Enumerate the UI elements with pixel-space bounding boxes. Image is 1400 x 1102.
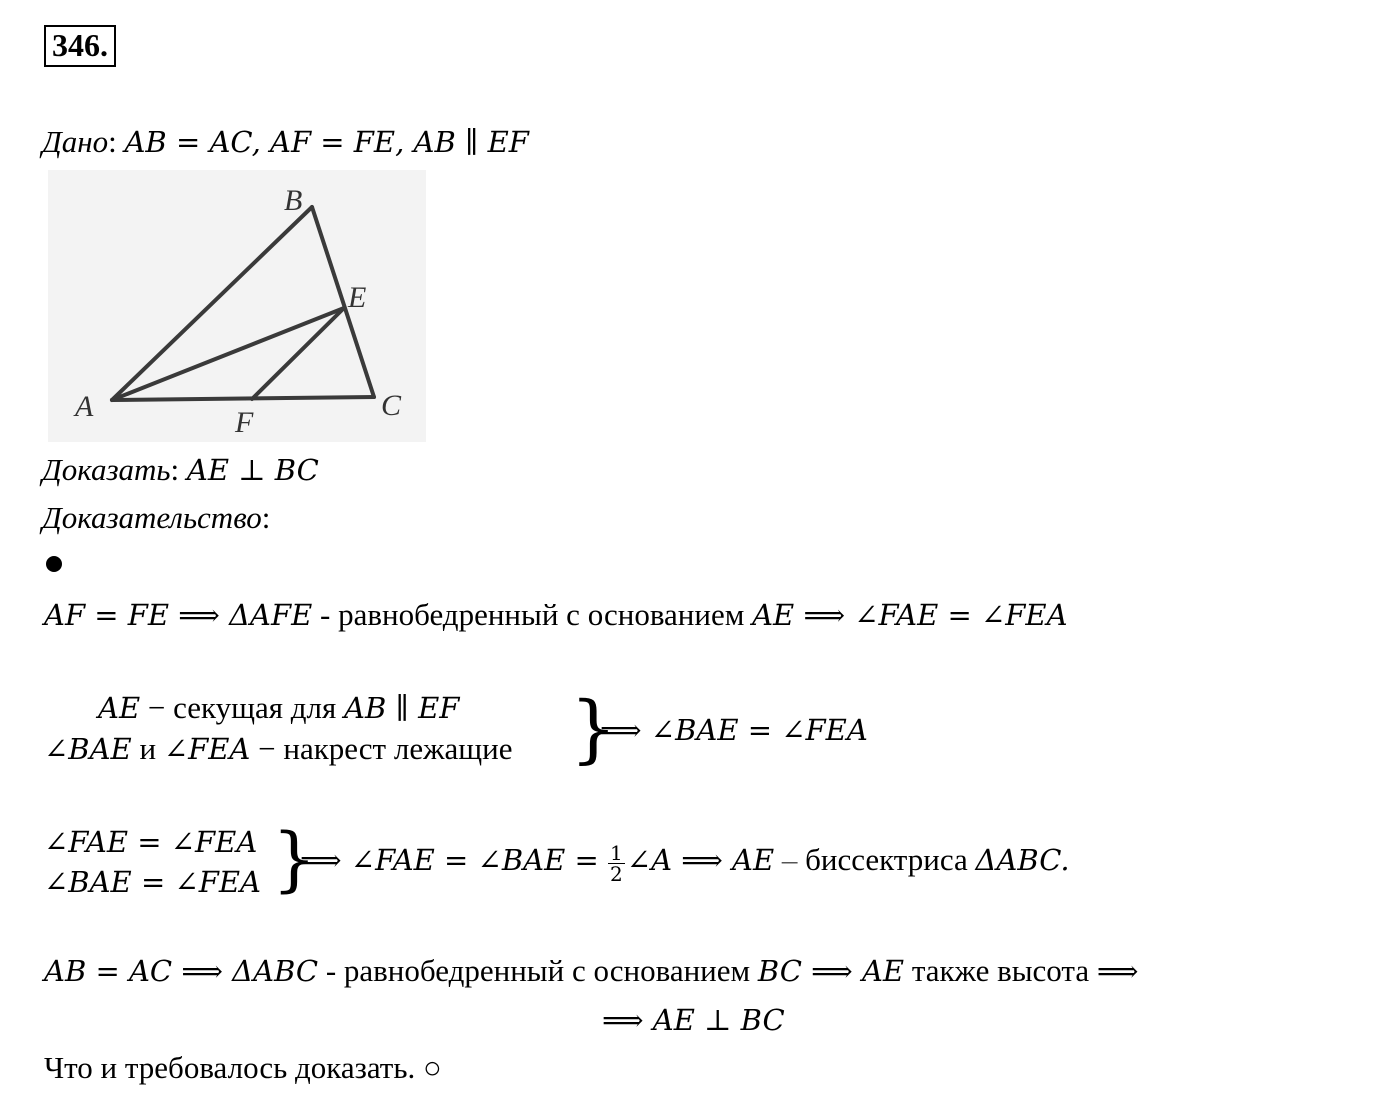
step4-text-b: также высота — [904, 953, 1097, 988]
step4-math-a: AB = AC ⟹ ΔABC — [44, 954, 319, 988]
prove-line — [42, 452, 319, 488]
step2-row2-text-b: − накрест лежащие — [250, 731, 513, 766]
step2-row1-math-b: AB ∥ EF — [344, 691, 460, 725]
step2-row1-math-a: AE — [98, 691, 141, 725]
label-e: E — [348, 281, 367, 314]
segment-fe — [252, 308, 344, 399]
step4-math-c: ⟹ — [1096, 954, 1139, 988]
step2-result: ⟹ ∠BAE = ∠FEA — [600, 713, 868, 747]
step3-result-math-a: ⟹ ∠FAE = ∠BAE = — [300, 843, 599, 877]
given-line — [42, 124, 529, 160]
step1-math-a: AF = FE ⟹ ΔAFE — [44, 598, 313, 632]
step2-row1-text: − секущая для — [140, 690, 345, 725]
step4-math-b: BC ⟹ AE — [757, 954, 905, 988]
step2-row2-text-a: и — [131, 731, 164, 766]
conclusion-text: Что и требовалось доказать. ○ — [44, 1050, 442, 1085]
bullet-point — [46, 556, 62, 572]
given-label: Дано — [42, 124, 109, 159]
problem-number: 346. — [44, 25, 116, 67]
prove-colon: : — [170, 452, 180, 487]
given-statement: AB = AC, AF = FE, AB ∥ EF — [124, 125, 529, 159]
step1-line — [44, 597, 1068, 634]
fraction-numerator: 1 — [610, 840, 623, 865]
step4-text-a: - равнобедренный с основанием — [318, 953, 758, 988]
given-colon: : — [108, 124, 117, 159]
step2-row1 — [98, 690, 459, 727]
step3-result-math-b: ∠A ⟹ AE — [626, 843, 775, 877]
step3-row2: ∠BAE = ∠FEA — [44, 865, 261, 899]
side-ac — [112, 397, 374, 400]
prove-statement: AE ⊥ BC — [186, 453, 319, 487]
step1-math-b: AE ⟹ ∠FAE = ∠FEA — [752, 598, 1068, 632]
one-half-fraction — [608, 840, 625, 886]
prove-label: Доказать — [42, 452, 171, 487]
step3-brace: } — [272, 818, 317, 900]
proof-heading — [42, 500, 270, 536]
step3-dash: – — [774, 842, 806, 877]
segment-ae — [112, 308, 344, 400]
step2-brace: } — [570, 686, 618, 772]
step2-row2-math-a: ∠BAE — [44, 732, 132, 766]
step3-result-math-c: ΔABC. — [975, 843, 1070, 877]
label-b: B — [284, 184, 303, 217]
step3-result — [300, 842, 1070, 884]
proof-label: Доказательство — [42, 500, 262, 535]
step3-result-text: биссектриса — [805, 842, 976, 877]
step2-row2-math-b: ∠FEA — [163, 732, 251, 766]
label-a: A — [75, 390, 94, 423]
triangle-diagram — [48, 170, 426, 442]
fraction-denominator: 2 — [610, 861, 623, 886]
step1-text: - равнобедренный с основанием — [312, 597, 753, 632]
step4-line2: ⟹ AE ⊥ BC — [602, 1003, 785, 1037]
step4-line1 — [44, 953, 1138, 990]
triangle-figure — [48, 170, 426, 442]
label-c: C — [381, 389, 402, 422]
label-f: F — [235, 406, 254, 439]
step3-row1: ∠FAE = ∠FEA — [44, 825, 258, 859]
step2-row2 — [44, 731, 512, 768]
proof-colon: : — [261, 500, 271, 535]
